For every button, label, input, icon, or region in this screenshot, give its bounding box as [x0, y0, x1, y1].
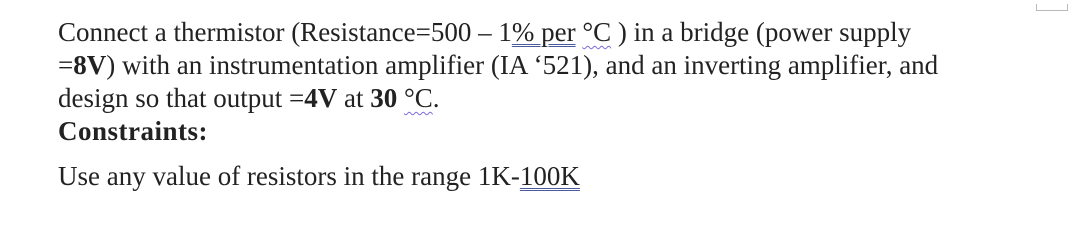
supply-voltage: 8V — [73, 50, 107, 80]
constraints-heading: Constraints: — [58, 116, 209, 146]
degree-celsius-unit-2: °C — [403, 83, 433, 113]
problem-line-2: =8V) with an instrumentation amplifier (IA ‘521), and an inverting amplifier, and — [58, 50, 939, 80]
percent-per-text: % per — [511, 17, 576, 47]
output-voltage: 4V — [304, 83, 338, 113]
document-body — [58, 16, 1068, 193]
problem-statement — [58, 16, 1068, 115]
degree-celsius-unit: °C — [582, 17, 612, 47]
target-temperature: 30 — [370, 83, 398, 113]
problem-line-3: design so that output =4V at 30 °C. — [58, 83, 440, 113]
constraints-text: Use any value of resistors in the range 1K-100K — [58, 161, 580, 191]
resistor-max-value: 100K — [519, 161, 580, 191]
problem-line-1: Connect a thermistor (Resistance=500 – 1% per °C ) in a bridge (power supply — [58, 17, 912, 47]
page-corner-marker — [1036, 4, 1068, 11]
